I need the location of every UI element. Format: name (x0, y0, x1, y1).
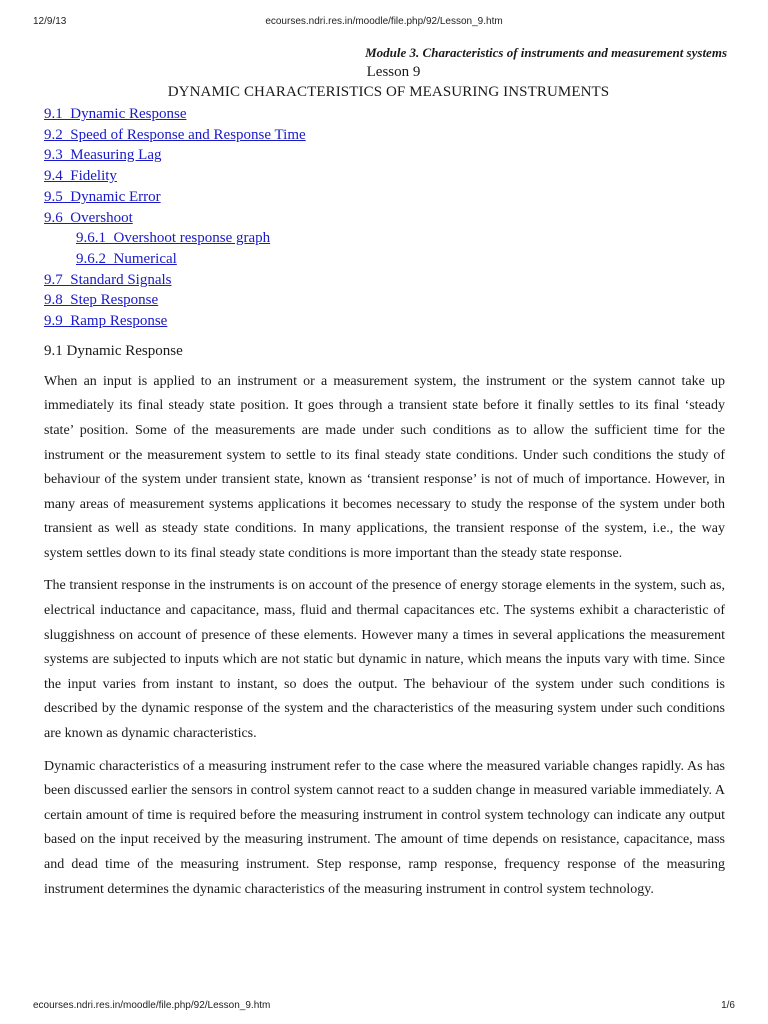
table-of-contents (44, 104, 725, 332)
toc-link-9-6-1[interactable]: 9.6.1 Overshoot response graph (76, 230, 271, 247)
toc-link-9-6-2[interactable]: 9.6.2 Numerical (76, 250, 177, 267)
page-number: 1/6 (721, 1000, 735, 1011)
toc-link-9-7[interactable]: 9.7 Standard Signals (44, 271, 172, 288)
footer-url: ecourses.ndri.res.in/moodle/file.php/92/Lesson_9.htm (33, 1000, 271, 1011)
paragraph: When an input is applied to an instrument or a measurement system, the instrument or the system cannot take up immediately its final steady state position. It goes through a transient state before it finally settles to its final ‘steady state’ position. Some of the measurements are made under such conditions as to allow the sufficient time for the instrument or the measurement system to settle to its final steady state conditions. Under such conditions the study of behaviour of the system under transient state, known as ‘transient response’ is not of much of importance. However, in many areas of measurement systems applications it becomes necessary to study the response of the system under both transient as well as steady state conditions. In many applications, the transient response of the system, i.e., the way system settles down to its final steady state conditions is more important than the steady state response. (44, 373, 725, 561)
page-title: DYNAMIC CHARACTERISTICS OF MEASURING INSTRUMENTS (167, 84, 610, 100)
print-url: ecourses.ndri.res.in/moodle/file.php/92/Lesson_9.htm (265, 16, 503, 27)
paragraph: The transient response in the instruments is on account of the presence of energy storage elements in the system, such as, electrical inductance and capacitance, mass, fluid and thermal capacitances etc. The systems exhibit a characteristic of sluggishness on account of presence of these elements. However many a times in several applications the measurement systems are subjected to inputs which are not static but dynamic in nature, which means the inputs vary with time. Since the input varies from instant to instant, so does the output. The behaviour of the system under such conditions is described by the dynamic response of the system and the characteristics of the measuring system under such conditions are known as dynamic characteristics. (44, 578, 725, 742)
document-body (44, 44, 725, 910)
toc-link-9-8[interactable]: 9.8 Step Response (44, 292, 159, 309)
lesson-number: Lesson 9 (366, 64, 421, 80)
toc-link-9-2[interactable]: 9.2 Speed of Response and Response Time (44, 126, 306, 143)
toc-link-9-5[interactable]: 9.5 Dynamic Error (44, 188, 161, 205)
print-date: 12/9/13 (33, 16, 67, 27)
module-line: Module 3. Characteristics of instruments and measurement systems (365, 45, 727, 60)
toc-link-9-3[interactable]: 9.3 Measuring Lag (44, 147, 162, 164)
toc-link-9-6[interactable]: 9.6 Overshoot (44, 209, 133, 226)
toc-link-9-4[interactable]: 9.4 Fidelity (44, 168, 117, 185)
toc-link-9-1[interactable]: 9.1 Dynamic Response (44, 106, 187, 122)
toc-link-9-9[interactable]: 9.9 Ramp Response (44, 313, 168, 330)
paragraph: Dynamic characteristics of a measuring instrument refer to the case where the measured variable changes rapidly. As has been discussed earlier the sensors in control system cannot react to a sudden change in measured variable immediately. A certain amount of time is required before the measuring instrument in control system technology can indicate any output based on the input received by the measuring instrument. The amount of time depends on resistance, capacitance, mass and dead time of the measuring instrument. Step response, ramp response, frequency response of the measuring instrument determines the dynamic characteristics of the measuring instrument in control system technology. (44, 758, 725, 897)
section-heading: 9.1 Dynamic Response (44, 342, 183, 359)
